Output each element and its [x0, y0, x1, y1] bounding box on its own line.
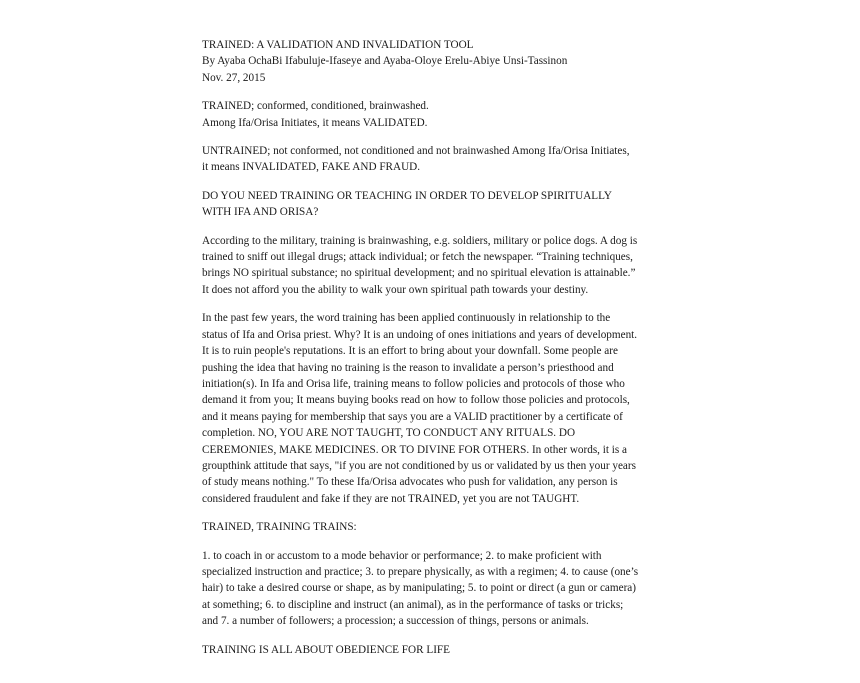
text-line: status of Ifa and Orisa priest. Why? It is an undoing of ones initiations and years of development.: [202, 328, 638, 341]
document-byline: By Ayaba OchaBi Ifabuluje-Ifaseye and Ayaba-Oloye Erelu-Abiye Unsi-Tassinon: [202, 55, 568, 68]
text-line: at something; 6. to discipline and instruct (an animal), as in the performance of tasks or tricks;: [202, 598, 624, 611]
obedience-heading: [202, 642, 672, 658]
text-line: It does not afford you the ability to walk your own spiritual path towards your destiny.: [202, 283, 589, 296]
paragraph-spacer: [202, 221, 672, 233]
text-line: According to the military, training is brainwashing, e.g. soldiers, military or police dogs. A dog is: [202, 234, 638, 247]
paragraph-spacer: [202, 86, 672, 98]
text-line: of study means nothing." To these Ifa/Orisa advocates who push for validation, any person is: [202, 476, 618, 489]
text-line: TRAINED, TRAINING TRAINS:: [202, 521, 357, 534]
text-line: initiation(s). In Ifa and Orisa life, training means to follow policies and protocols of those who: [202, 377, 625, 390]
paragraph-spacer: [202, 131, 672, 143]
text-line: it means INVALIDATED, FAKE AND FRAUD.: [202, 161, 421, 174]
text-line: Among Ifa/Orisa Initiates, it means VALIDATED.: [202, 116, 428, 129]
text-line: trained to sniff out illegal drugs; attack individual; or fetch the newspaper. “Training techniques,: [202, 251, 633, 264]
paragraph-spacer: [202, 630, 672, 642]
text-line: and 7. a number of followers; a procession; a succession of things, persons or animals.: [202, 615, 589, 628]
text-line: TRAINING IS ALL ABOUT OBEDIENCE FOR LIFE: [202, 643, 450, 656]
trained-definition: [202, 98, 672, 131]
paragraph-spacer: [202, 536, 672, 548]
paragraph-spacer: [202, 298, 672, 310]
text-line: 1. to coach in or accustom to a mode behavior or performance; 2. to make proficient with: [202, 549, 602, 562]
text-line: It is to ruin people's reputations. It is an effort to bring about your downfall. Some people are: [202, 345, 618, 358]
text-line: UNTRAINED; not conformed, not conditioned and not brainwashed Among Ifa/Orisa Initiates,: [202, 145, 630, 158]
paragraph-spacer: [202, 176, 672, 188]
text-line: brings NO spiritual substance; no spiritual development; and no spiritual elevation is attainable.”: [202, 267, 636, 280]
question-heading: [202, 188, 672, 221]
text-line: In the past few years, the word training has been applied continuously in relationship to the: [202, 312, 611, 325]
document-body: [202, 86, 672, 658]
military-paragraph: [202, 233, 672, 299]
text-line: CEREMONIES, MAKE MEDICINES. OR TO DIVINE FOR OTHERS. In other words, it is a: [202, 443, 628, 456]
text-line: DO YOU NEED TRAINING OR TEACHING IN ORDER TO DEVELOP SPIRITUALLY: [202, 189, 612, 202]
document-page: [202, 37, 672, 658]
text-line: specialized instruction and practice; 3. to prepare physically, as with a regimen; 4. to cause (one’s: [202, 565, 639, 578]
paragraph-spacer: [202, 507, 672, 519]
document-title: TRAINED: A VALIDATION AND INVALIDATION TOOL: [202, 39, 474, 51]
definitions-paragraph: [202, 548, 672, 630]
past-years-paragraph: [202, 310, 672, 507]
text-line: considered fraudulent and fake if they are not TRAINED, yet you are not TAUGHT.: [202, 492, 580, 505]
text-line: pushing the idea that having no training is the reason to invalidate a person’s priesthood and: [202, 361, 614, 374]
text-line: and it means paying for membership that says you are a VALID practitioner by a certificate of: [202, 410, 623, 423]
text-line: TRAINED; conformed, conditioned, brainwashed.: [202, 100, 429, 113]
text-line: completion. NO, YOU ARE NOT TAUGHT, TO CONDUCT ANY RITUALS. DO: [202, 427, 576, 440]
text-line: hair) to take a desired course or shape, as by manipulating; 5. to point or direct (a gun or camera): [202, 582, 636, 595]
text-line: demand it from you; It means buying books read on how to follow those policies and protocols,: [202, 394, 630, 407]
trains-heading: [202, 519, 672, 535]
untrained-definition: [202, 143, 672, 176]
document-date: Nov. 27, 2015: [202, 71, 266, 84]
text-line: groupthink attitude that says, "if you are not conditioned by us or validated by us then your years: [202, 459, 636, 472]
text-line: WITH IFA AND ORISA?: [202, 206, 319, 219]
document-header: [202, 37, 672, 86]
